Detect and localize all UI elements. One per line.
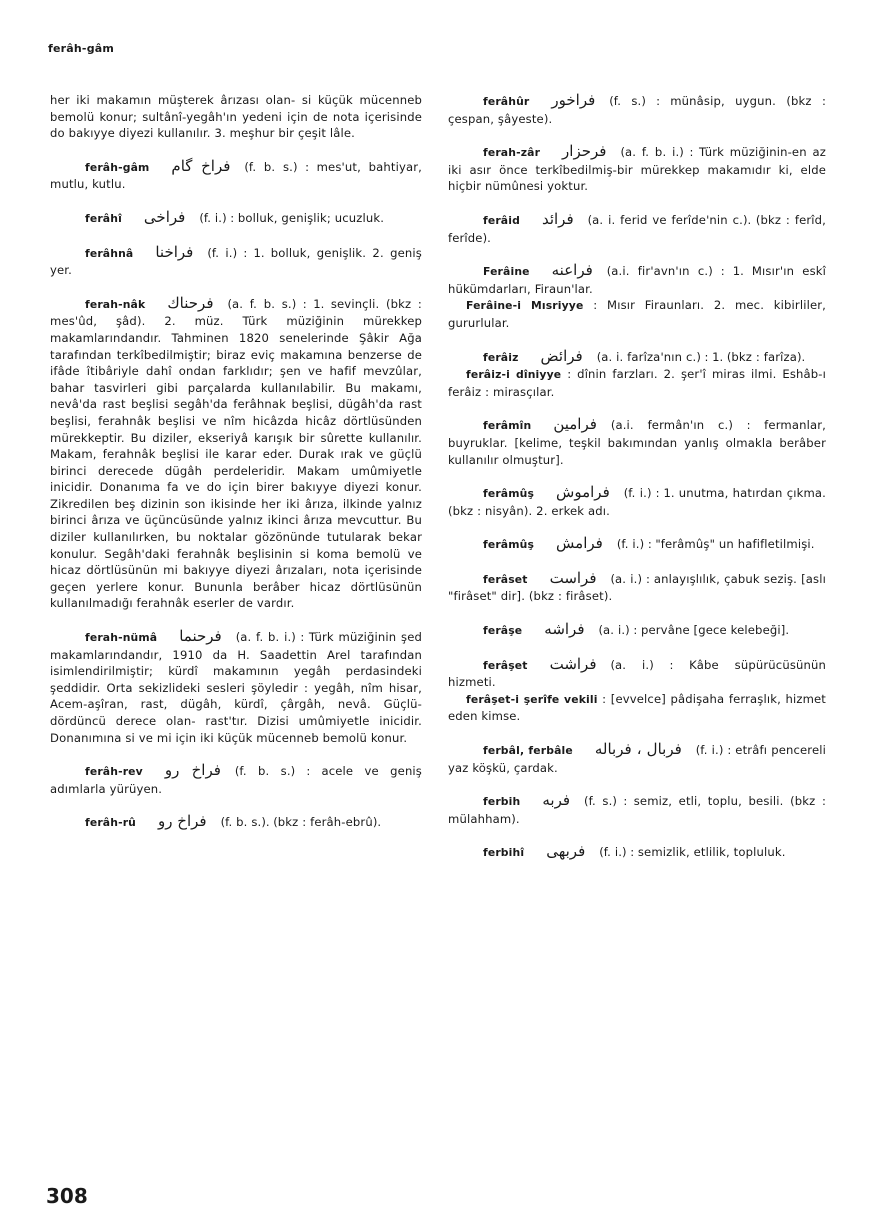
entry-headword: ferbâl, ferbâle	[483, 744, 573, 758]
entry-feraiz	[448, 348, 826, 367]
entry-headword: ferbih	[483, 795, 521, 809]
entry-arabic: فربهى	[546, 842, 586, 861]
entry-definition: (f. b. s.) : mes'ut, bahtiyar, mutlu, kutlu.	[50, 159, 422, 192]
entry-feraset-i-serife-vekili	[448, 691, 826, 725]
entry-headword: ferâhî	[85, 211, 122, 225]
entry-definition: (a. f. b. i.) : Türk müziğinin-en az iki asır önce terkîbedilmiş-bir mürekkep makamıdır ki, elde hiçbir nümûnesi yoktur.	[448, 145, 826, 194]
entry-headword: ferâmûş	[483, 538, 535, 552]
entry-arabic: فراشه	[544, 620, 585, 639]
entry-feramus	[448, 484, 826, 519]
entry-arabic: فراموش	[556, 483, 610, 502]
entry-definition: : [evvelce] pâdişaha ferraşlık, hizmet eden kimse.	[448, 691, 826, 724]
entry-headword: ferâset	[483, 572, 528, 586]
entry-arabic: فراعنه	[551, 261, 593, 280]
page-number: 308	[46, 1184, 88, 1208]
entry-arabic: فرائض	[540, 346, 583, 365]
entry-arabic: فراخى	[143, 207, 186, 226]
entry-definition: (f. s.) : semiz, etli, toplu, besili. (bkz : mülahham).	[448, 794, 826, 826]
entry-headword: ferâhnâ	[85, 246, 134, 260]
entry-headword: ferah-zâr	[483, 146, 541, 160]
entry-headword: ferâşet-i şerîfe vekili	[466, 692, 598, 706]
entry-headword: ferâşe	[483, 624, 523, 638]
entry-feramus-2	[448, 535, 826, 554]
entry-headword: ferâid	[483, 213, 520, 227]
entry-arabic: فراخ رو	[158, 812, 207, 831]
entry-headword: ferâhûr	[483, 95, 530, 108]
entry-arabic: فراست	[549, 568, 597, 587]
entry-headword: ferah-nâk	[85, 297, 146, 311]
entry-definition: her iki makamın müşterek ârızası olan- si küçük mücenneb bemolü konur; sultânî-yegâh'ın yedeni için de nota içerisinde do bakıyye diyezi kullanılır. 3. meşhur bir çeşit lâle.	[50, 93, 422, 141]
entry-definition: (f. i.) : semizlik, etlilik, topluluk.	[599, 845, 786, 860]
entry-definition: (f. b. s.) : acele ve geniş adımlarla yürüyen.	[50, 764, 422, 796]
entry-headword: ferah-nümâ	[85, 631, 158, 645]
entry-headword: ferâmîn	[483, 419, 532, 433]
entry-arabic: فربه	[542, 791, 571, 810]
entry-headword: Ferâine	[483, 265, 530, 279]
entry-ferah-ru	[50, 813, 422, 832]
entry-definition: (a. f. b. s.) : 1. sevinçli. (bkz : mes'ûd, şâd). 2. müz. Türk müziğinin mürekkep makamlarındandır. Tahminen 1820 senelerinde Şâkir Ağa tarafından terkîbedilmiştir; biraz eviç makamına benzerse de ifâde îtibâriyle dahî ondan farklıdır; şen ve hafif mevzûlar, bahar tasvirleri gibi parçalarda kullanılabilir. Bu makamı, nevâ'da rast beşlisi segâh'da ferâhnak beşlisi, dügâh'da rast beşlisi, ferahnâk beşlisi ve nîm hicâzda hicâz dörtlüsünden mürekkeptir. Bu diziler, ekseriyâ karışık bir sûrette kullanılır. Makam, ferahnâk beşlisi ile karar eder. Durak ırak ve güçlü birinci derecede dügâh perdeleridir. Makam umûmiyetle inicidir. Donanıma fa ve do için birer bakıyye diyezi konur. Zikredilen beş dizinin son ikisinde her iki ârıza, ilkinde yalnız birinci ârıza ve üçüncüsünde yalnız ikinci ârıza mevcuttur. Bu diziler kullanılırken, bu noktalar gözönünde tutularak bekar konulur. Segâh'daki ferahnâk beşlisinin si koma bemolü ve hicaz dörtlüsünün mi bakıyye diyezi ârızaları, nota içerisinde geçen yerlere konur. Bununla berâber hicaz dörtlüsünün kullanılmadığı ferahnâk eserler de vardır.	[50, 296, 422, 611]
entry-headword: ferâiz-i dîniyye	[466, 368, 562, 382]
entry-feraine-i-misriyye	[448, 297, 826, 331]
entry-ferbihi	[448, 843, 826, 862]
entry-headword: ferâiz	[483, 350, 519, 364]
entry-headword: ferâh-rû	[85, 816, 137, 830]
entry-ferah-gam	[50, 158, 422, 193]
entry-arabic: فرائد	[541, 209, 574, 228]
entry-headword: Ferâine-i Mısriyye	[466, 299, 584, 313]
entry-feraset-2	[448, 656, 826, 691]
entry-arabic: فراخنا	[155, 242, 194, 261]
entry-definition: : Mısır Firaunları. 2. mec. kibirliler, gururlular.	[448, 298, 826, 330]
entry-headword: ferâşet	[483, 658, 528, 672]
entry-definition: (f. i.) : bolluk, genişlik; ucuzluk.	[199, 210, 385, 225]
entry-definition: (a. i.) : Kâbe süpürücüsünün hizmeti.	[448, 657, 826, 690]
entry-feramin	[448, 416, 826, 468]
entry-ferbih	[448, 792, 826, 827]
entry-feraiz-i-diniyye	[448, 366, 826, 400]
entry-arabic: فراشت	[549, 654, 597, 673]
entry-ferah-nak	[50, 295, 422, 612]
entry-definition: : dînin farzları. 2. şer'î miras ilmi. Eshâb-ı ferâiz : mirasçılar.	[448, 367, 827, 399]
entry-arabic: فرامش	[556, 534, 603, 553]
entry-definition: (a.i. fir'avn'ın c.) : 1. Mısır'ın eskî hükümdarları, Firaun'lar.	[448, 264, 826, 296]
entry-arabic: فرحناك	[167, 293, 214, 312]
entry-arabic: فرامين	[553, 415, 597, 434]
entry-feraid	[448, 211, 826, 246]
entry-continuation	[50, 92, 422, 142]
entry-feraset	[448, 570, 826, 605]
entry-definition: (f. i.) : "ferâmûş" un hafifletilmişi.	[616, 537, 815, 552]
entry-definition: (f. i.) : etrâfı pencereli yaz köşkü, çardak.	[448, 743, 826, 775]
entry-arabic: فراخ رو	[164, 761, 221, 780]
entry-ferah-rev	[50, 762, 422, 797]
entry-headword: ferbihî	[483, 846, 525, 860]
entry-arabic: فربال ، فرباله	[594, 740, 682, 759]
entry-headword: ferâh-rev	[85, 765, 143, 779]
entry-definition: (f. i.) : 1. unutma, hatırdan çıkma. (bkz : nisyân). 2. erkek adı.	[448, 486, 826, 518]
entry-definition: (a. i.) : pervâne [gece kelebeği].	[598, 623, 790, 638]
entry-definition: (f. s.) : münâsip, uygun. (bkz : çespan, şâyeste).	[448, 94, 826, 126]
entry-definition: (a. i. farîza'nın c.) : 1. (bkz : farîza).	[596, 349, 806, 364]
entry-ferase	[448, 621, 826, 640]
entry-ferbal	[448, 741, 826, 776]
entry-arabic: فراخور	[551, 91, 596, 109]
entry-ferahi	[50, 209, 422, 228]
left-column	[50, 92, 422, 832]
right-column	[448, 92, 826, 862]
entry-headword: ferâh-gâm	[85, 160, 150, 174]
entry-feraine	[448, 262, 826, 297]
entry-headword: ferâmûş	[483, 487, 535, 501]
running-head: ferâh-gâm	[48, 42, 115, 55]
entry-ferah-numa	[50, 628, 422, 746]
entry-definition: (f. i.) : 1. bolluk, genişlik. 2. geniş yer.	[50, 245, 422, 278]
entry-ferahur	[448, 92, 826, 127]
entry-ferah-zar	[448, 143, 826, 195]
entry-definition: (a.i. fermân'ın c.) : fermanlar, buyruklar. [kelime, teşkil bakımından yanlış olmakla berâber kullanılır olmuştur].	[448, 418, 826, 467]
entry-definition: (a. i.) : anlayışlılık, çabuk seziş. [aslı "firâset" dir]. (bkz : firâset).	[448, 571, 826, 604]
entry-ferahna	[50, 244, 422, 279]
entry-definition: (f. b. s.). (bkz : ferâh-ebrû).	[220, 815, 382, 830]
entry-arabic: فرحنما	[179, 627, 222, 646]
entry-arabic: فرحزار	[562, 142, 607, 161]
entry-definition: (a. f. b. i.) : Türk müziğinin şed makamlarındandır, 1910 da H. Saadettin Arel tarafından isimlendirilmiştir; kürdî makamının yegâh perdasindeki şeddidir. Orta sekizlideki sesleri şöyledir : yegâh, nîm hisar, Acem-aşîran, rast, dügâh, kürdî, çârgâh, nevâ. Güçlü-dördüncü derece olan- rast'tır. Dizisi umûmiyetle inicidir. Donanımına si ve mi için iki küçük mücenneb bemolü konur.	[50, 630, 422, 745]
entry-arabic: فراخ گام	[171, 156, 231, 175]
entry-definition: (a. i. ferid ve ferîde'nin c.). (bkz : ferîd, ferîde).	[448, 212, 826, 245]
